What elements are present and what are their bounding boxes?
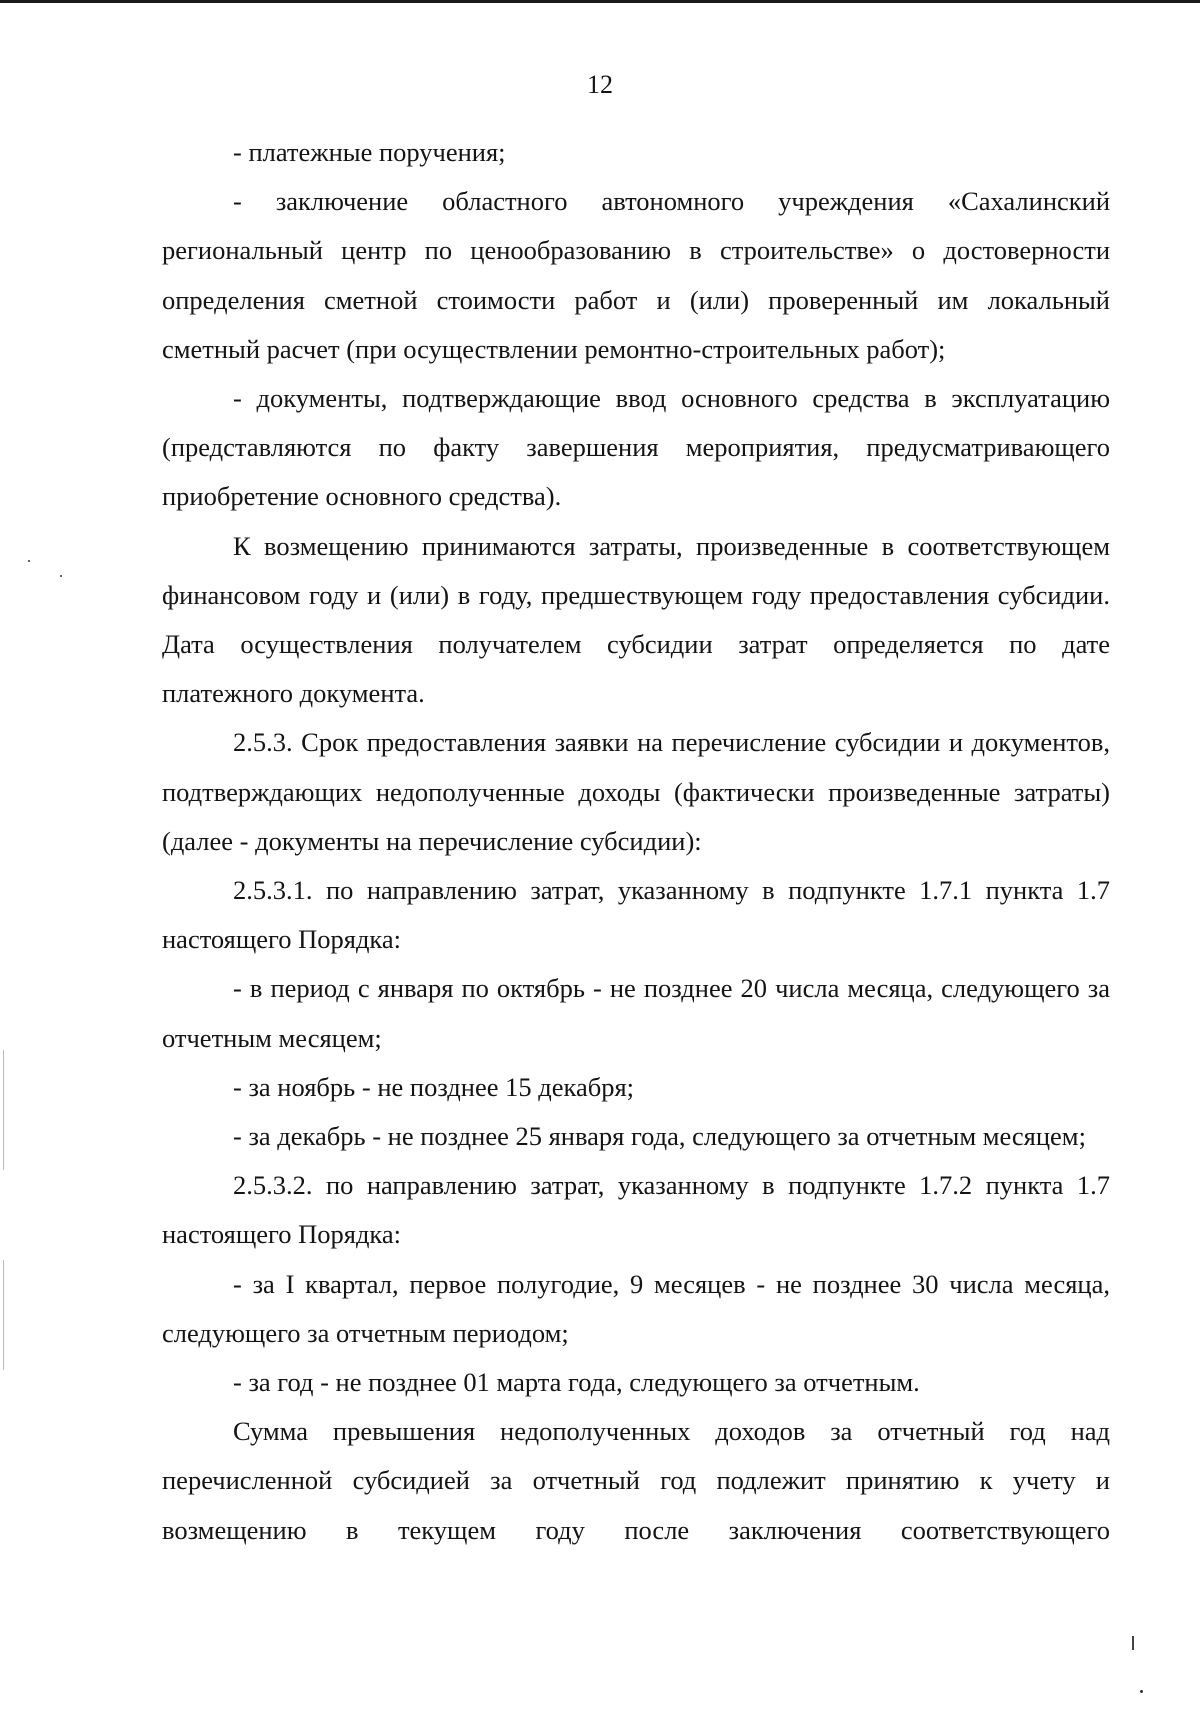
paragraph-december: - за декабрь - не позднее 25 января года, следующего за отчетным месяцем; [233, 1121, 1086, 1152]
scan-edge-mark [3, 1050, 4, 1170]
paragraph-annual: - за год - не позднее 01 марта года, следующего за отчетным. [233, 1367, 920, 1398]
paragraph-quarterly: - за I квартал, первое полугодие, 9 месяцев - не позднее 30 числа месяца, следующего за отчетным периодом; [162, 1268, 1110, 1348]
paragraph-pricing-center-conclusion: - заключение областного автономного учреждения «Сахалинский региональный центр по ценообразованию в строительстве» о достоверности определения сметной стоимости работ и (или) проверенный им локальный сметный расчет (при осуществлении ремонтно-строительных работ); [162, 186, 1110, 364]
paragraph-january-october: - в период с января по октябрь - не позднее 20 числа месяца, следующего за отчетным месяцем; [162, 973, 1110, 1053]
scan-speck [1140, 1690, 1143, 1693]
paragraph-2-5-3: 2.5.3. Срок предоставления заявки на перечисление субсидии и документов, подтверждающих недополученные доходы (фактически произведенные затраты) (далее - документы на перечисление субсидии): [162, 727, 1110, 856]
scan-speck [60, 575, 62, 577]
paragraph-commissioning-documents: - документы, подтверждающие ввод основного средства в эксплуатацию (представляются по факту завершения мероприятия, предусматривающего приобретение основного средства). [162, 383, 1110, 512]
scan-edge-mark [3, 1260, 4, 1370]
paragraph-payment-orders: - платежные поручения; [233, 137, 506, 167]
paragraph-excess-amount: Сумма превышения недополученных доходов за отчетный год над перечисленной субсидией за отчетный год подлежит принятию к учету и возмещению в текущем году после заключения соответствующего [162, 1416, 1110, 1545]
paragraph-reimbursable-costs: К возмещению принимаются затраты, произведенные в соответствующем финансовом году и (или) в году, предшествующем году предоставления субсидии. Дата осуществления получателем субсидии затрат определяется по дате платежного документа. [162, 530, 1110, 709]
paragraph-2-5-3-1: 2.5.3.1. по направлению затрат, указанному в подпункте 1.7.1 пункта 1.7 настоящего Порядка: [162, 875, 1110, 955]
scan-edge-mark [1132, 1636, 1134, 1650]
scan-speck [28, 560, 30, 562]
document-body [162, 128, 1110, 1555]
top-border-line [0, 0, 1200, 3]
page-number: 12 [587, 70, 613, 99]
paragraph-november: - за ноябрь - не позднее 15 декабря; [233, 1071, 635, 1102]
paragraph-2-5-3-2: 2.5.3.2. по направлению затрат, указанному в подпункте 1.7.2 пункта 1.7 настоящего Порядка: [162, 1170, 1110, 1250]
